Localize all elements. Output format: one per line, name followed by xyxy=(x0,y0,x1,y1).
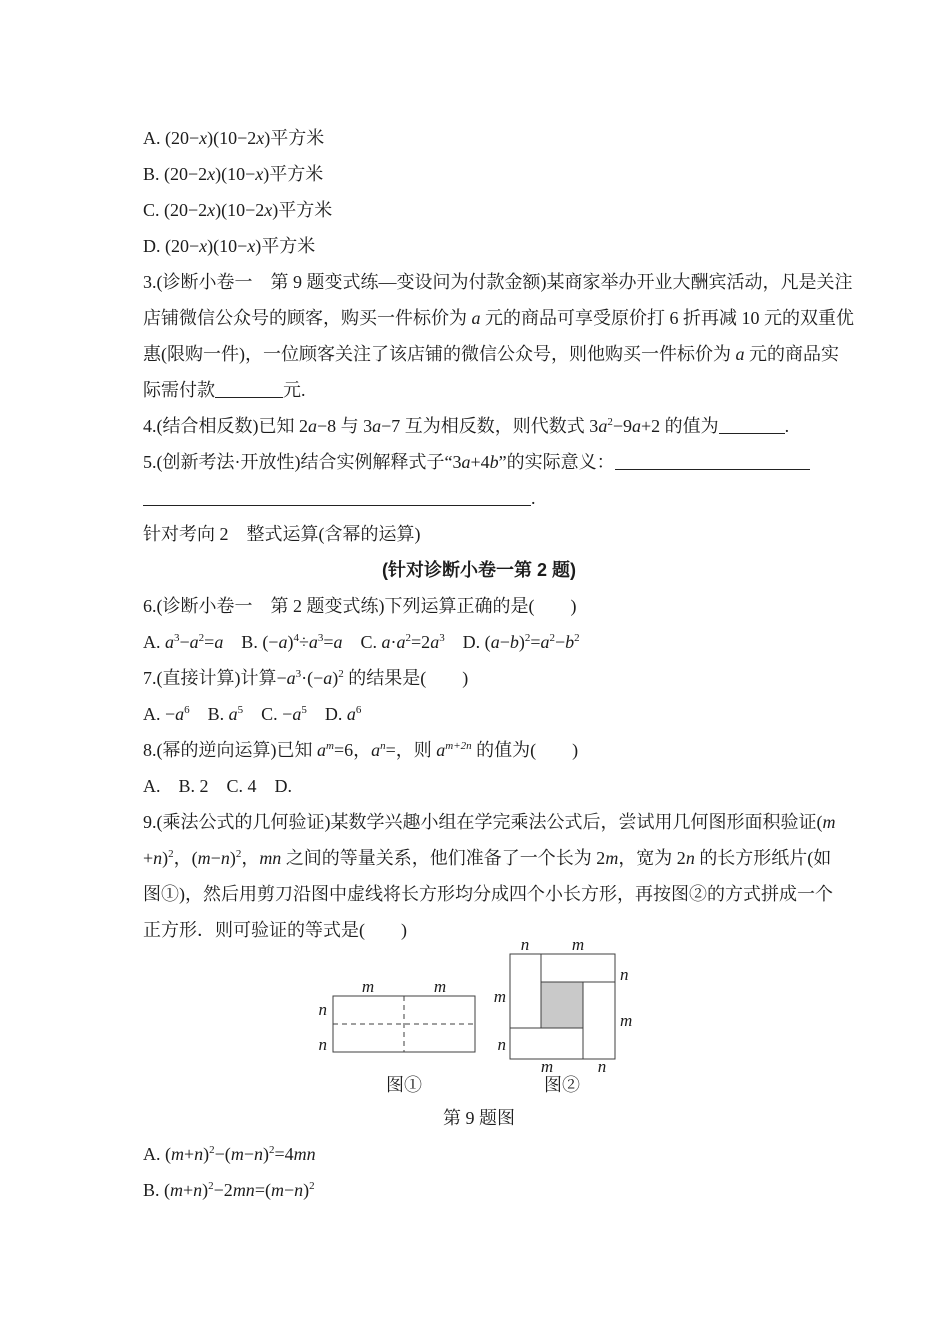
figure-2 xyxy=(494,938,633,1095)
option-d: D. (20−x)(10−x)平方米 xyxy=(143,236,316,256)
question-5-line-1: 5.(创新考法·开放性)结合实例解释式子“3a+4b”的实际意义： xyxy=(143,444,815,480)
question-9-line-1: 9.(乘法公式的几何验证)某数学兴趣小组在学完乘法公式后，尝试用几何图形面积验证(m xyxy=(143,812,836,832)
question-7: 7.(直接计算)计算$-a^3\cdot(-a)^2$ 的结果是( ) xyxy=(143,668,469,688)
figure-9-caption: 第 9 题图 xyxy=(443,1108,515,1128)
fig2-label-m-bottom: m xyxy=(540,1057,554,1076)
section-heading-kaoxiang-2: 针对考向 2 整式运算(含幂的运算) xyxy=(143,524,421,544)
option-c: C. (20−2x)(10−2x)平方米 xyxy=(143,200,333,220)
fig2-label-m-top: m xyxy=(571,938,585,954)
question-5-line-2: . xyxy=(143,480,815,516)
subheading-target-quiz: (针对诊断小卷一第 2 题) xyxy=(381,560,576,580)
fig2-label-m-left: m xyxy=(493,987,506,1006)
fig2-label-n-bottom: n xyxy=(597,1057,607,1076)
fig2-label-m-right: m xyxy=(620,1011,633,1030)
fig2-label-n-left: n xyxy=(497,1035,506,1054)
question-3-line-3: 惠(限购一件)，一位顾客关注了该店铺的微信公众号，则他购买一件标价为 a 元的商品实 xyxy=(143,344,839,364)
option-b: B. (20−2x)(10−x)平方米 xyxy=(143,164,324,184)
question-3-line-2: 店铺微信公众号的顾客，购买一件标价为 a 元的商品可享受原价打 6 折再减 10 元的双重优 xyxy=(143,308,854,328)
question-7-options: A. $-a^6$ B. $a^5$ C. $-a^5$ D. $a^6$ xyxy=(143,704,362,724)
question-9-option-a: A. $(m+n)^2-(m-n)^2=4mn$ xyxy=(143,1144,316,1164)
fig1-label-m-top-right: m xyxy=(433,977,447,996)
question-9-option-b: B. $(m+n)^2-2mn=(m-n)^2$ xyxy=(143,1180,315,1200)
question-9-line-3: 图①)，然后用剪刀沿图中虚线将长方形均分成四个小长方形，再按图②的方式拼成一个 xyxy=(143,884,833,904)
fig1-caption: 图① xyxy=(386,1075,422,1095)
fig1-label-n-left-top: n xyxy=(318,1000,327,1019)
question-3-line-4: 际需付款 元. xyxy=(143,380,306,400)
question-3-line-1: 3.(诊断小卷一 第 9 题变式练—变设问为付款金额)某商家举办开业大酬宾活动，凡是关注 xyxy=(143,272,853,292)
fig2-label-n-right: n xyxy=(620,965,629,984)
figure-1 xyxy=(319,977,476,1095)
question-6-options: A. $a^3-a^2=a$ B. $(-a)^4\div a^3=a$ C. $a\cdot a^2=2a^3$ D. $(a-b)^2=a^2-b^2$ xyxy=(143,632,580,652)
option-a: A. (20−x)(10−2x)平方米 xyxy=(143,128,325,148)
question-8-options: A. B. 2 C. 4 D. xyxy=(143,776,293,796)
question-9-figures xyxy=(290,938,640,1100)
question-9-line-4: 正方形．则可验证的等式是( ) xyxy=(143,920,407,940)
fig2-shaded-center-square xyxy=(541,982,583,1028)
question-9-line-2: +n)$^2$，$(m-n)^2$，mn 之间的等量关系，他们准备了一个长为 2m，宽为 2n 的长方形纸片(如 xyxy=(143,848,832,868)
worksheet-body xyxy=(143,120,854,948)
fig1-label-m-top-left: m xyxy=(361,977,375,996)
fig1-label-n-left-bottom: n xyxy=(318,1035,327,1054)
question-4: 4.(结合相反数)已知 2a−8 与 3a−7 互为相反数，则代数式 $3a^2-9a+2$ 的值为 . xyxy=(143,416,790,436)
question-8: 8.(幂的逆向运算)已知 $a^m=6$，$a^n=$，则 $a^{m+2n}$ 的值为( ) xyxy=(143,740,579,760)
fig2-label-n-top: n xyxy=(520,938,530,954)
question-6: 6.(诊断小卷一 第 2 题变式练)下列运算正确的是( ) xyxy=(143,596,577,616)
fig2-caption: 图② xyxy=(544,1075,580,1095)
worksheet-tail xyxy=(143,1100,815,1208)
